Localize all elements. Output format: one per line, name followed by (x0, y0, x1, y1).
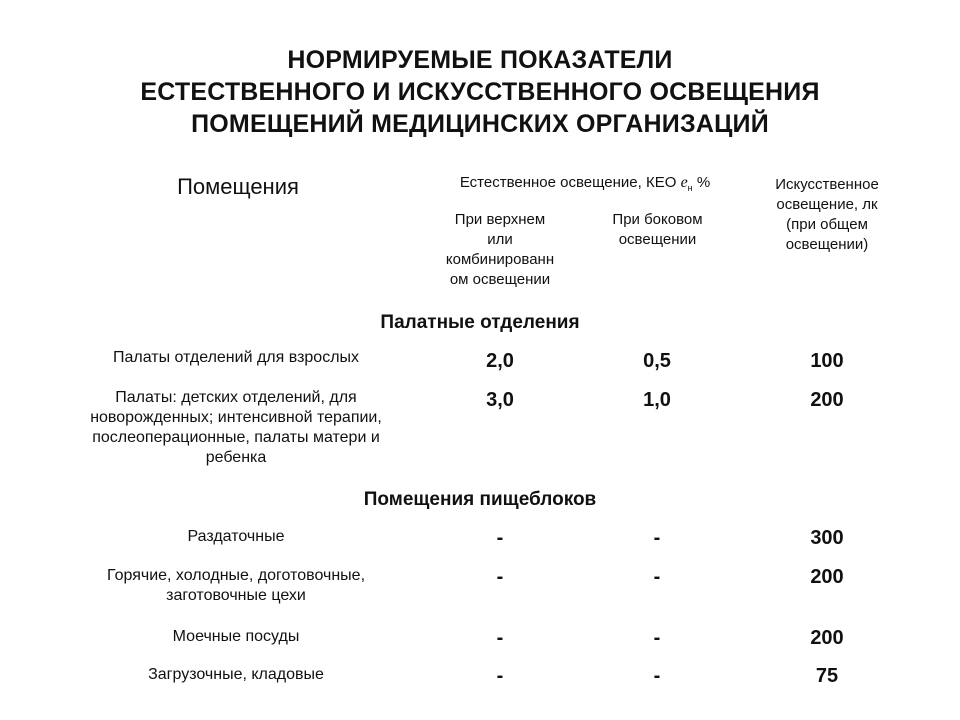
row-2-artificial: 300 (810, 527, 844, 549)
row-5-room: Загрузочные, кладовые (148, 666, 324, 683)
row-3-room-line-2: заготовочные цехи (166, 587, 306, 604)
header-side-line-2: освещении (618, 231, 697, 248)
row-1-side: 1,0 (643, 389, 671, 411)
header-natural-suffix: % (696, 174, 711, 191)
row-2-room: Раздаточные (187, 528, 285, 545)
row-0-side: 0,5 (643, 350, 671, 372)
row-4-artificial: 200 (810, 627, 844, 649)
header-artificial-line-4: освещении) (785, 236, 869, 253)
page-title (0, 44, 960, 140)
title-line-2: ЕСТЕСТВЕННОГО И ИСКУССТВЕННОГО ОСВЕЩЕНИЯ (140, 78, 820, 106)
row-1-top: 3,0 (486, 389, 514, 411)
header-side-line-1: При боковом (612, 211, 703, 228)
header-natural-lighting (420, 174, 750, 193)
row-3-artificial: 200 (810, 566, 844, 588)
row-1-room (70, 388, 402, 468)
section-wards: Палатные отделения (380, 312, 580, 333)
row-1-room-line-3: послеоперационные, палаты матери и (92, 429, 380, 446)
header-natural-symbol: e (680, 174, 688, 191)
header-side-lighting (590, 210, 725, 250)
header-top-line-4: ом освещении (449, 271, 551, 288)
header-artificial-lighting (752, 175, 902, 255)
header-top-line-1: При верхнем (454, 211, 546, 228)
header-artificial-line-1: Искусственное (775, 176, 879, 193)
header-top-lighting (430, 210, 570, 290)
header-rooms: Помещения (177, 174, 299, 199)
row-5-artificial: 75 (815, 665, 839, 687)
row-1-room-line-4: ребенка (205, 449, 267, 466)
header-natural-prefix: Естественное освещение, КЕО (459, 174, 677, 191)
row-3-room (70, 566, 402, 606)
header-artificial-line-2: освещение, лк (776, 196, 878, 213)
title-line-1: НОРМИРУЕМЫЕ ПОКАЗАТЕЛИ (287, 46, 673, 74)
row-4-side: - (653, 627, 661, 649)
row-4-room: Моечные посуды (172, 628, 300, 645)
row-2-side: - (653, 527, 661, 549)
row-0-artificial: 100 (810, 350, 844, 372)
row-3-room-line-1: Горячие, холодные, доготовочные, (106, 567, 366, 584)
row-2-top: - (496, 527, 504, 549)
row-1-artificial: 200 (810, 389, 844, 411)
row-5-top: - (496, 665, 504, 687)
row-1-room-line-1: Палаты: детских отделений, для (115, 389, 357, 406)
section-food: Помещения пищеблоков (363, 489, 597, 510)
row-0-top: 2,0 (486, 350, 514, 372)
row-1-room-line-2: новорожденных; интенсивной терапии, (90, 409, 382, 426)
row-0-room: Палаты отделений для взрослых (112, 349, 360, 366)
row-3-side: - (653, 566, 661, 588)
header-top-line-3: комбинированн (445, 251, 555, 268)
title-line-3: ПОМЕЩЕНИЙ МЕДИЦИНСКИХ ОРГАНИЗАЦИЙ (191, 110, 769, 138)
header-top-line-2: или (487, 231, 513, 248)
row-5-side: - (653, 665, 661, 687)
header-artificial-line-3: (при общем (786, 216, 868, 233)
row-3-top: - (496, 566, 504, 588)
row-4-top: - (496, 627, 504, 649)
header-natural-subscript: н (687, 183, 693, 193)
